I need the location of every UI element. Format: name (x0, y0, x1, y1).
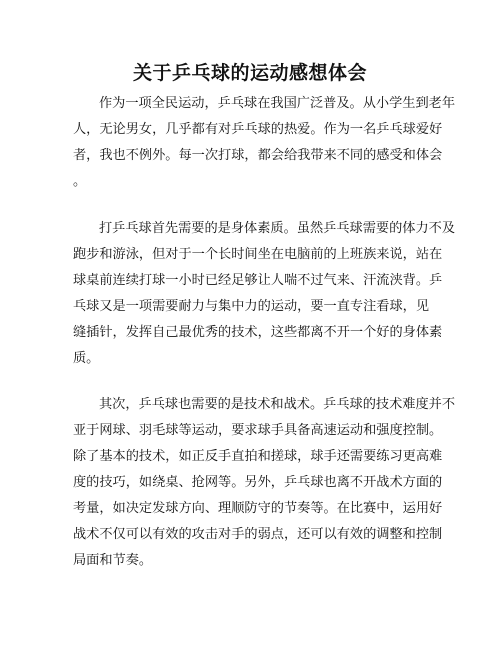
paragraph-line: 乓球又是一项需要耐力与集中力的运动，要一直专注看球，见 (73, 299, 430, 314)
paragraph-2 (73, 216, 456, 372)
paragraph-line: 质。 (73, 351, 100, 366)
paragraph-line: 作为一项全民运动，乒乓球在我国广泛普及。从小学生到老年 (99, 96, 456, 111)
paragraph-line: 打乒乓球首先需要的是身体素质。虽然乒乓球需要的体力不及 (99, 221, 456, 236)
paragraph-3 (73, 392, 456, 574)
paragraph-line: 。 (73, 174, 87, 189)
paragraph-line: 局面和节奏。 (73, 553, 153, 568)
paragraph-line: 考量，如决定发球方向、理顺防守的节奏等。在比赛中，运用好 (73, 501, 443, 516)
document-title: 关于乒乓球的运动感想体会 (132, 62, 367, 84)
paragraph-line: 亚于网球、羽毛球等运动，要求球手具备高速运动和强度控制。 (73, 423, 443, 438)
paragraph-1 (73, 91, 456, 195)
paragraph-line: 其次，乒乓球也需要的是技术和战术。乒乓球的技术难度并不 (99, 397, 456, 412)
paragraph-line: 除了基本的技术，如正反手直拍和搓球，球手还需要练习更高难 (73, 449, 443, 464)
paragraph-line: 跑步和游泳，但对于一个长时间坐在电脑前的上班族来说，站在 (73, 247, 443, 262)
paragraph-line: 人，无论男女，几乎都有对乒乓球的热爱。作为一名乒乓球爱好 (73, 122, 443, 137)
paragraph-line: 度的技巧，如绕桌、抢网等。另外，乒乓球也离不开战术方面的 (73, 475, 443, 490)
paragraph-line: 者，我也不例外。每一次打球，都会给我带来不同的感受和体会 (73, 148, 443, 163)
paragraph-line: 球桌前连续打球一小时已经足够让人喘不过气来、汗流浃背。乒 (73, 273, 443, 288)
paragraph-line: 战术不仅可以有效的攻击对手的弱点，还可以有效的调整和控制 (73, 527, 443, 542)
paragraph-line: 缝插针，发挥自己最优秀的技术，这些都离不开一个好的身体素 (73, 325, 443, 340)
